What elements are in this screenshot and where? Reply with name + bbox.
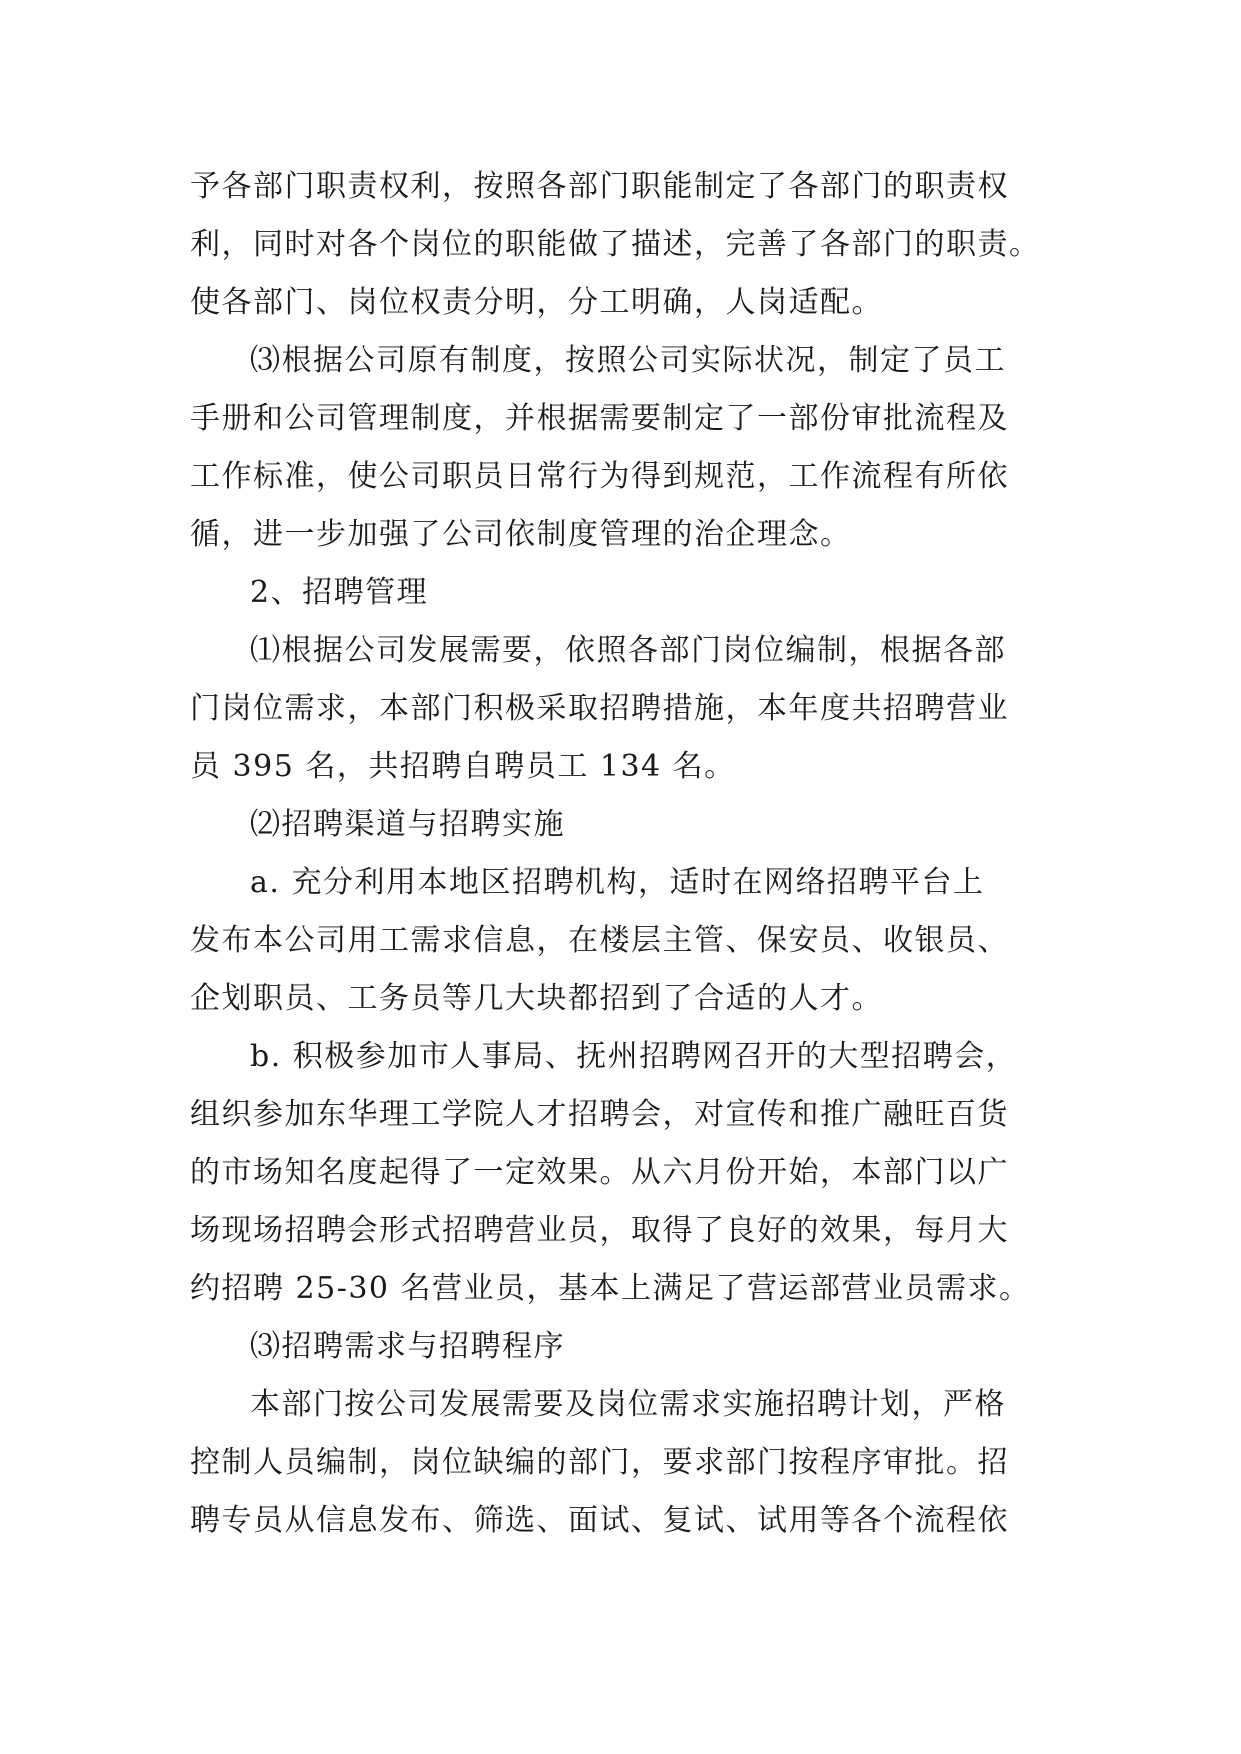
subsection-heading: ⑶招聘需求与招聘程序 <box>250 1329 565 1364</box>
text-line: a. 充分利用本地区招聘机构，适时在网络招聘平台上 <box>250 865 985 900</box>
text-line: 的市场知名度起得了一定效果。从六月份开始，本部门以广 <box>190 1155 1009 1190</box>
text-line: b. 积极参加市人事局、抚州招聘网召开的大型招聘会， <box>250 1039 1018 1074</box>
text-line: 使各部门、岗位权责分明，分工明确，人岗适配。 <box>190 285 883 320</box>
text-line: 利，同时对各个岗位的职能做了描述，完善了各部门的职责。 <box>190 227 1041 262</box>
section-heading: 2、招聘管理 <box>250 575 429 610</box>
text-line: ⑶根据公司原有制度，按照公司实际状况，制定了员工 <box>250 343 1006 378</box>
text-line: 企划职员、工务员等几大块都招到了合适的人才。 <box>190 981 883 1016</box>
text-line: 发布本公司用工需求信息，在楼层主管、保安员、收银员、 <box>190 923 1009 958</box>
text-line: 工作标准，使公司职员日常行为得到规范，工作流程有所依 <box>190 459 1009 494</box>
text-line: 控制人员编制，岗位缺编的部门，要求部门按程序审批。招 <box>190 1445 1009 1480</box>
text-line: 组织参加东华理工学院人才招聘会，对宣传和推广融旺百货 <box>190 1097 1009 1132</box>
text-line: 约招聘 25-30 名营业员，基本上满足了营运部营业员需求。 <box>190 1271 1031 1306</box>
text-line: 予各部门职责权利，按照各部门职能制定了各部门的职责权 <box>190 169 1009 204</box>
text-line: 本部门按公司发展需要及岗位需求实施招聘计划，严格 <box>250 1387 1006 1422</box>
document-body <box>190 158 1070 1550</box>
text-line: 循，进一步加强了公司依制度管理的治企理念。 <box>190 517 852 552</box>
subsection-heading: ⑵招聘渠道与招聘实施 <box>250 807 565 842</box>
text-line: 聘专员从信息发布、筛选、面试、复试、试用等各个流程依 <box>190 1503 1009 1538</box>
text-line: 门岗位需求，本部门积极采取招聘措施，本年度共招聘营业 <box>190 691 1009 726</box>
text-line: ⑴根据公司发展需要，依照各部门岗位编制，根据各部 <box>250 633 1006 668</box>
text-line: 手册和公司管理制度，并根据需要制定了一部份审批流程及 <box>190 401 1009 436</box>
text-line: 场现场招聘会形式招聘营业员，取得了良好的效果，每月大 <box>190 1213 1009 1248</box>
text-line: 员 395 名，共招聘自聘员工 134 名。 <box>190 749 736 784</box>
